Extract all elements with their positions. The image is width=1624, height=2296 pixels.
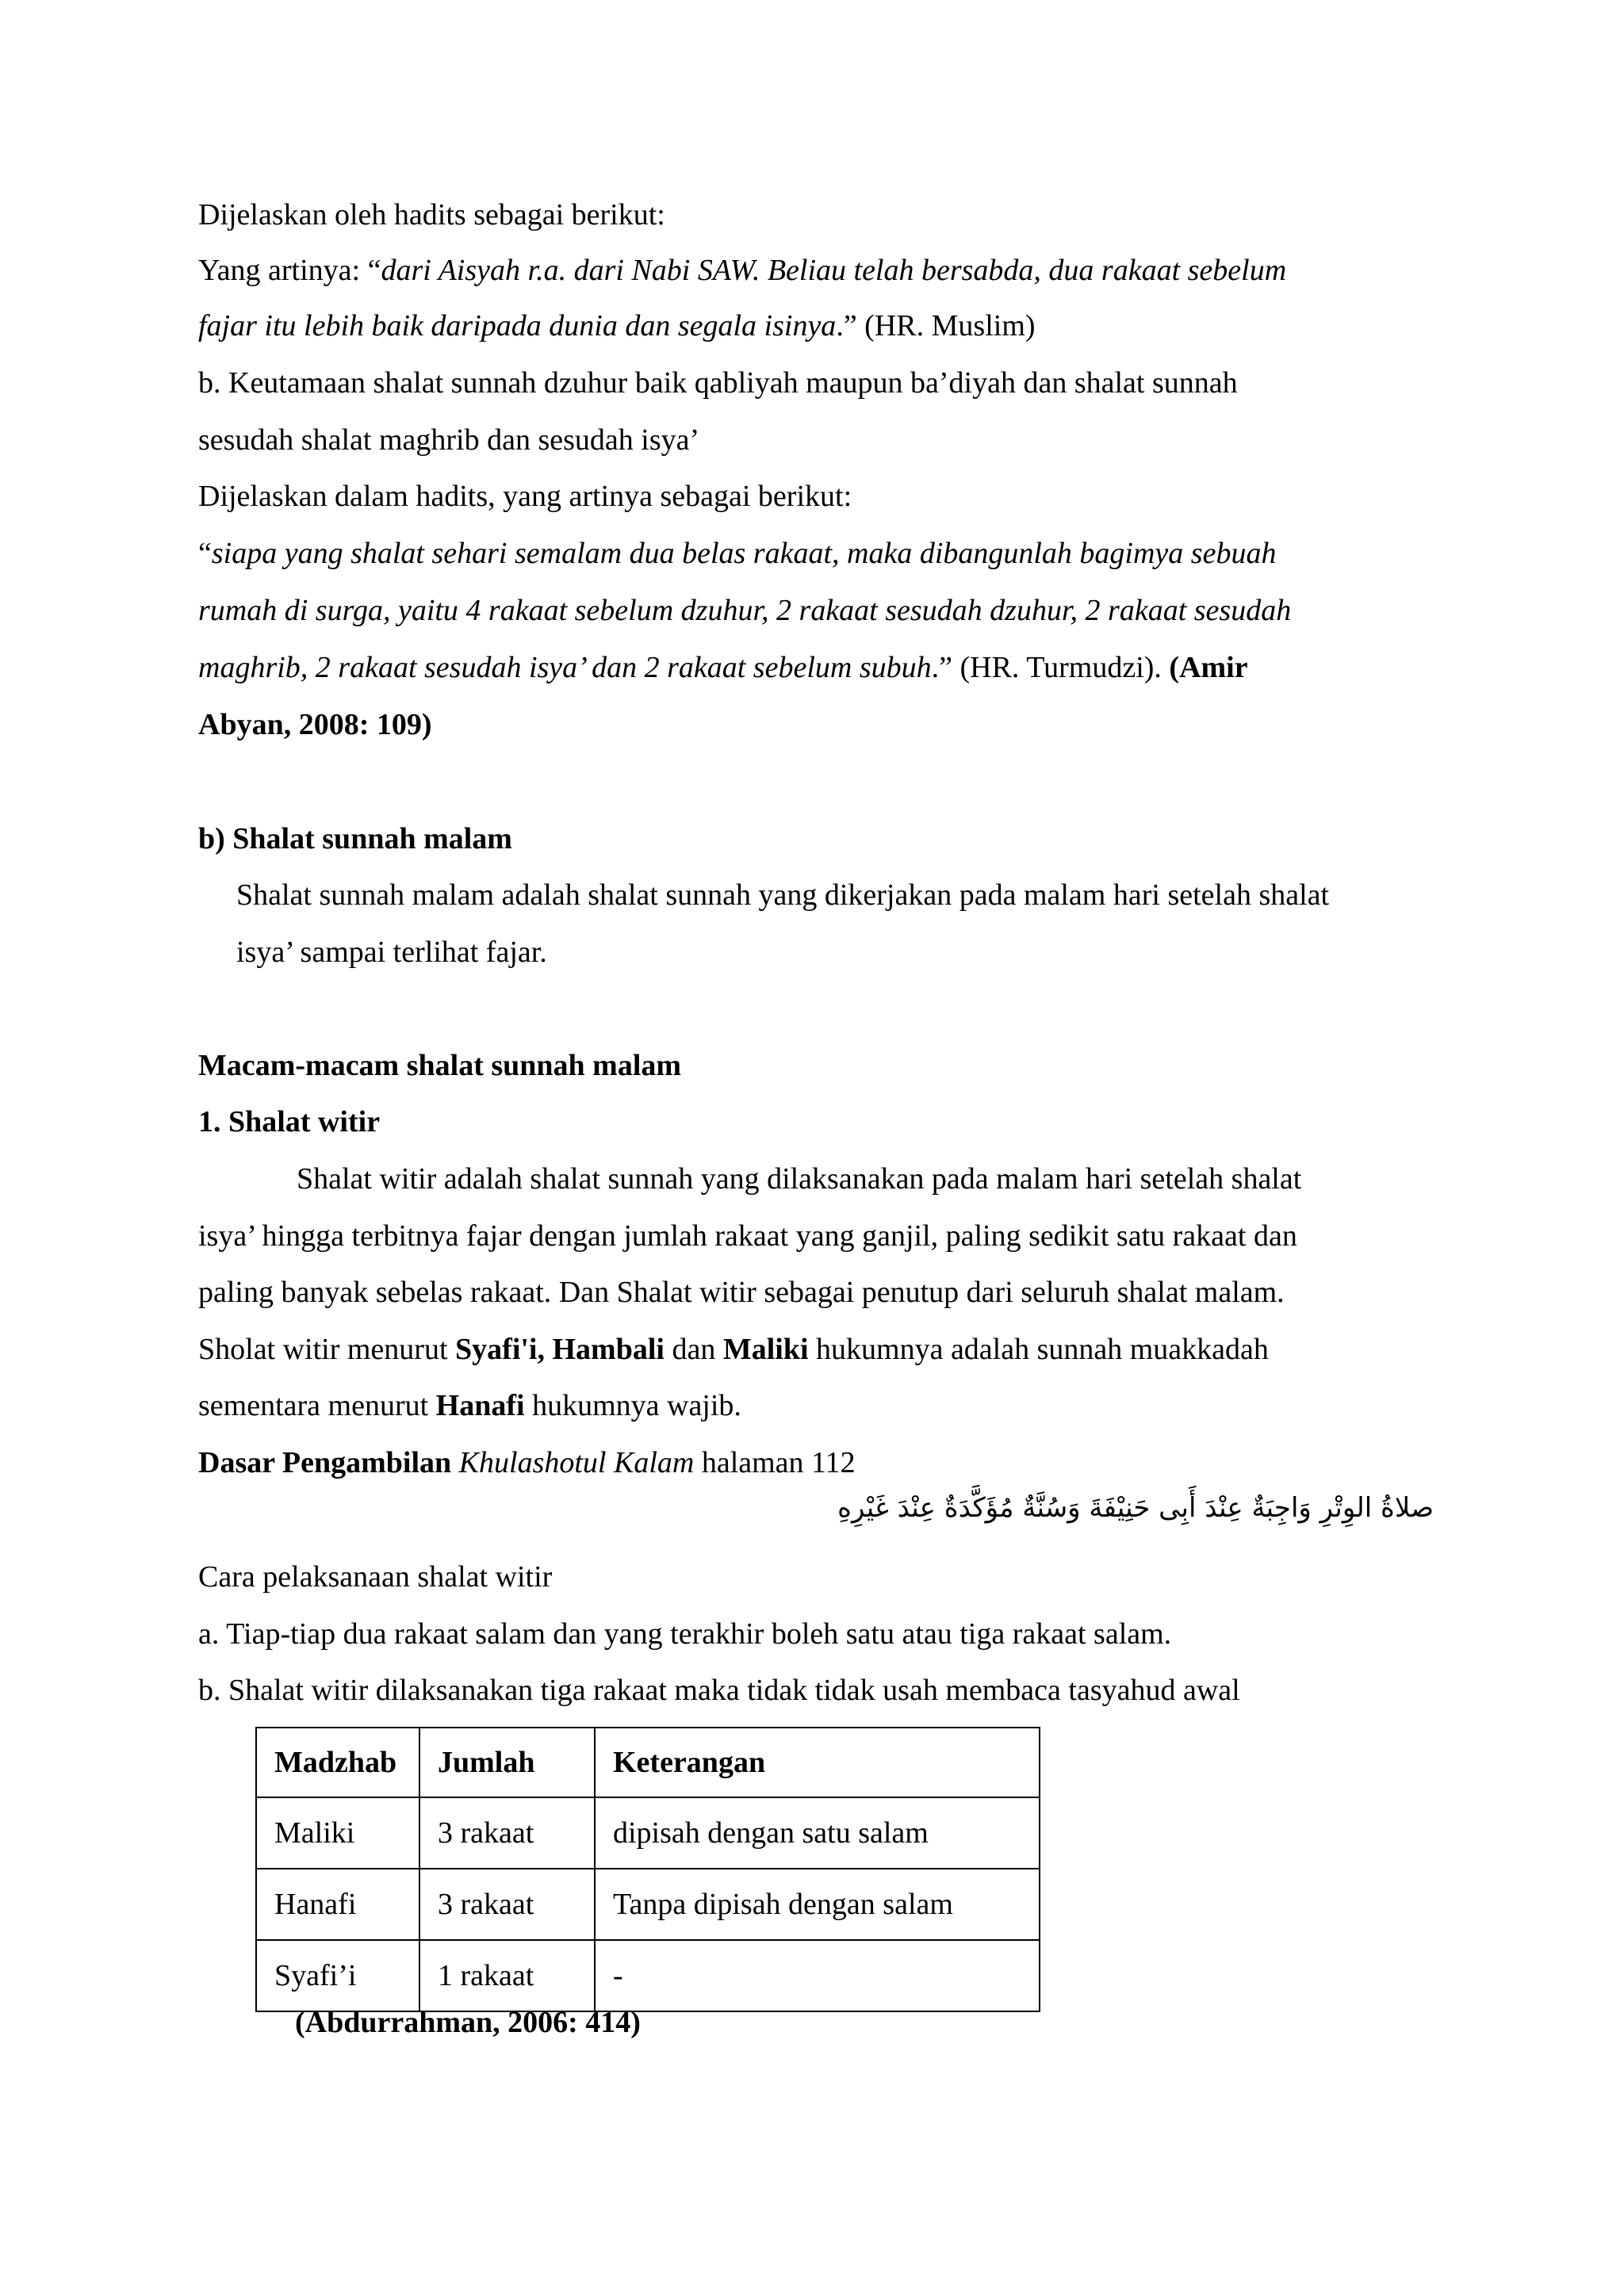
- text: b. Shalat witir dilaksanakan tiga rakaat maka tidak tidak usah membaca tasyahud awal: [198, 1674, 1240, 1707]
- paragraph-line: [198, 595, 1291, 626]
- madzhab-name: Syafi'i, Hambali: [455, 1333, 665, 1366]
- table-cell: Maliki: [256, 1797, 419, 1869]
- hadith-text: dari Aisyah r.a. dari Nabi SAW. Beliau telah bersabda, dua rakaat sebelum: [381, 254, 1287, 287]
- table-row: [256, 1940, 1040, 2011]
- text: hukumnya wajib.: [524, 1389, 741, 1422]
- paragraph-line: [198, 255, 1286, 285]
- header-cell: Madzhab: [256, 1728, 419, 1797]
- table-row: [256, 1797, 1040, 1869]
- paragraph-line: [198, 1277, 1285, 1307]
- citation: (Amir: [1169, 651, 1248, 684]
- text: Shalat witir adalah shalat sunnah yang dilaksanakan pada malam hari setelah shalat: [297, 1162, 1302, 1196]
- hadith-text: fajar itu lebih baik daripada dunia dan segala isinya: [198, 309, 837, 342]
- book-title: Khulashotul Kalam: [458, 1446, 695, 1479]
- paragraph-line: [236, 937, 547, 967]
- paragraph-line: [198, 425, 699, 455]
- citation: [198, 710, 432, 740]
- text: 1. Shalat witir: [198, 1105, 381, 1138]
- paragraph-line: [198, 1391, 741, 1421]
- text: Shalat sunnah malam adalah shalat sunnah yang dikerjakan pada malam hari setelah shalat: [236, 878, 1330, 912]
- paragraph-line: [198, 1334, 1269, 1364]
- paragraph-line: [198, 538, 1276, 568]
- text: isya’ sampai terlihat fajar.: [236, 936, 547, 969]
- table-cell: 3 rakaat: [419, 1797, 595, 1869]
- paragraph-line: [198, 311, 1036, 341]
- table-cell: 1 rakaat: [419, 1940, 595, 2011]
- text: Macam-macam shalat sunnah malam: [198, 1049, 682, 1082]
- text: paling banyak sebelas rakaat. Dan Shalat witir sebagai penutup dari seluruh shalat malam.: [198, 1276, 1285, 1309]
- text: b. Keutamaan shalat sunnah dzuhur baik qabliyah maupun ba’diyah dan shalat sunnah: [198, 366, 1238, 400]
- table-cell: 3 rakaat: [419, 1869, 595, 1940]
- text: Cara pelaksanaan shalat witir: [198, 1560, 553, 1594]
- paragraph-line: [198, 481, 852, 511]
- header-cell: Keterangan: [595, 1728, 1040, 1797]
- table-cell: -: [595, 1940, 1040, 2011]
- paragraph-line: [198, 1221, 1297, 1251]
- text: Dijelaskan dalam hadits, yang artinya sebagai berikut:: [198, 480, 852, 513]
- text: (Abdurrahman, 2006: 414): [295, 2006, 641, 2039]
- text: Abyan, 2008: 109): [198, 708, 432, 741]
- table-cell: Syafi’i: [256, 1940, 419, 2011]
- paragraph-line: [198, 368, 1238, 398]
- paragraph-line: [236, 880, 1329, 910]
- text: .” (HR. Turmudzi).: [931, 651, 1170, 684]
- text: Sholat witir menurut: [198, 1333, 456, 1366]
- text: hukumnya adalah sunnah muakkadah: [808, 1333, 1269, 1366]
- paragraph-line: [198, 1448, 856, 1478]
- text: sesudah shalat maghrib dan sesudah isya’: [198, 423, 700, 457]
- label: Dasar Pengambilan: [198, 1446, 459, 1479]
- madzhab-table: [255, 1727, 1040, 2012]
- table-cell: dipisah dengan satu salam: [595, 1797, 1040, 1869]
- paragraph-line: [198, 1675, 1240, 1705]
- text: .” (HR. Muslim): [836, 309, 1036, 342]
- madzhab-name: Maliki: [722, 1333, 809, 1366]
- table-cell: Tanpa dipisah dengan salam: [595, 1869, 1040, 1940]
- hadith-text: maghrib, 2 rakaat sesudah isya’ dan 2 rakaat sebelum subuh: [198, 651, 932, 684]
- table-header-row: [256, 1728, 1040, 1797]
- paragraph-line: [198, 200, 665, 230]
- text: halaman 112: [694, 1446, 856, 1479]
- madzhab-name: Hanafi: [435, 1389, 525, 1422]
- text: Yang artinya: “: [198, 254, 381, 287]
- table-row: [256, 1869, 1040, 1940]
- text: sementara menurut: [198, 1389, 436, 1422]
- paragraph-line: [198, 1562, 552, 1592]
- header-cell: Jumlah: [419, 1728, 595, 1797]
- section-heading: [198, 1050, 681, 1081]
- table-citation: [295, 2007, 641, 2038]
- text: dan: [664, 1333, 723, 1366]
- text: isya’ hingga terbitnya fajar dengan jumlah rakaat yang ganjil, paling sedikit satu rakaat dan: [198, 1219, 1297, 1253]
- text: a. Tiap-tiap dua rakaat salam dan yang terakhir boleh satu atau tiga rakaat salam.: [198, 1617, 1172, 1651]
- paragraph-line: [198, 1619, 1171, 1649]
- paragraph-line: [198, 652, 1248, 683]
- text: Dijelaskan oleh hadits sebagai berikut:: [198, 198, 665, 232]
- hadith-text: rumah di surga, yaitu 4 rakaat sebelum dzuhur, 2 rakaat sesudah dzuhur, 2 rakaat sesudah: [198, 594, 1292, 627]
- arabic-quote: صلاةُ الوِتْرِ وَاجِبَةٌ عِنْدَ أَبِى حَنِيْفَةَ وَسُنَّةٌ مُؤَكَّدَةٌ عِنْدَ غَيْرِهِ: [837, 1492, 1434, 1524]
- hadith-text: siapa yang shalat sehari semalam dua belas rakaat, maka dibangunlah bagimya sebuah: [211, 537, 1277, 570]
- section-heading: [198, 824, 512, 854]
- text: “: [198, 537, 212, 570]
- subsection-heading: [198, 1107, 380, 1137]
- text: b) Shalat sunnah malam: [198, 822, 512, 855]
- table-cell: Hanafi: [256, 1869, 419, 1940]
- paragraph-line: [297, 1164, 1301, 1194]
